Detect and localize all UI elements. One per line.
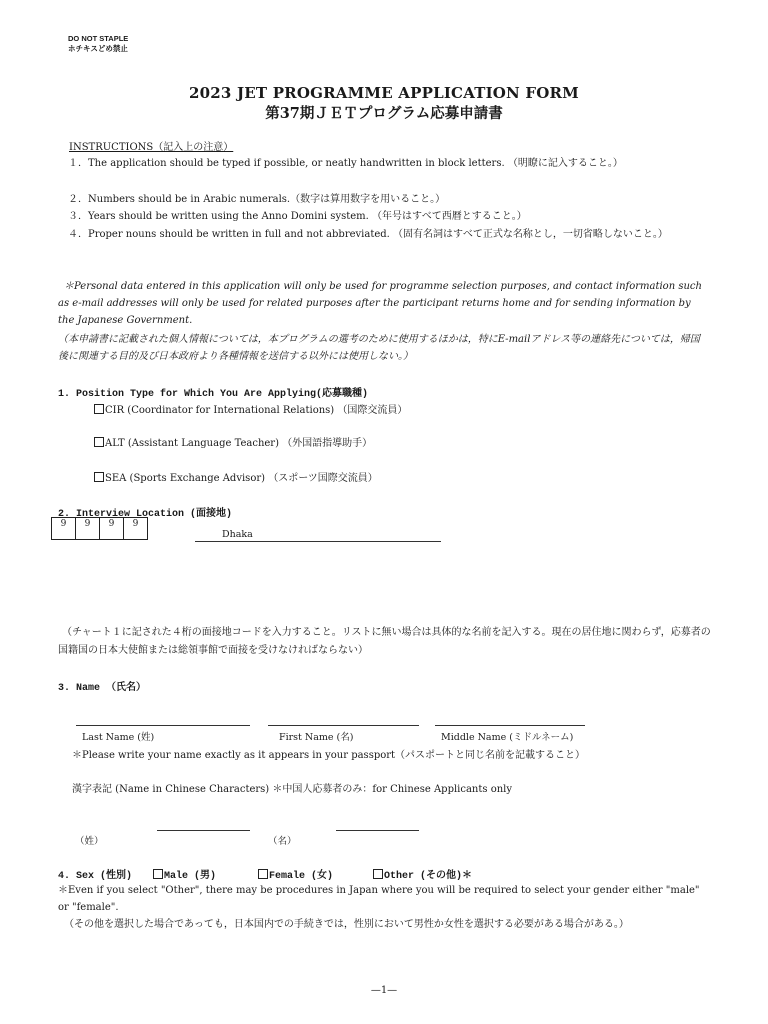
male-label: Male (男) bbox=[164, 871, 217, 882]
cir-checkbox[interactable] bbox=[94, 404, 104, 414]
form-title-jp: 第37期ＪＥＴプログラム応募申請書 bbox=[265, 105, 503, 122]
page-number: —1— bbox=[370, 985, 398, 996]
interview-location-line bbox=[195, 541, 441, 542]
alt-checkbox[interactable] bbox=[94, 437, 104, 447]
female-checkbox[interactable] bbox=[258, 869, 268, 879]
last-name-line[interactable] bbox=[76, 725, 250, 726]
position-option-cir[interactable] bbox=[94, 401, 407, 416]
instruction-3: ３．Years should be written using the Anno Domini system. （年号はすべて西暦とすること。） bbox=[68, 211, 527, 222]
stamp-line-jp: ホチキスどめ禁止 bbox=[68, 44, 128, 53]
code-digit-2[interactable]: 9 bbox=[76, 518, 100, 540]
do-not-staple-stamp bbox=[68, 34, 128, 54]
cir-label: CIR (Coordinator for International Relations) （国際交流員） bbox=[105, 405, 408, 416]
male-checkbox[interactable] bbox=[153, 869, 163, 879]
kanji-first-label: （名） bbox=[268, 836, 297, 847]
other-label: Other (その他)＊ bbox=[384, 871, 473, 882]
sex-option-female[interactable] bbox=[258, 866, 333, 882]
sea-label: SEA (Sports Exchange Advisor) （スポーツ国際交流員） bbox=[105, 473, 378, 484]
last-name-label: Last Name (姓) bbox=[82, 732, 155, 743]
interview-code-note: （チャート１に記された４桁の面接地コードを入力すること。リストに無い場合は具体的な名前を記入する。現在の居住地に関わらず，応募者の国籍国の日本大使館または総領事館で面接を受けなければならない） bbox=[58, 627, 711, 656]
interview-heading: 2. Interview Location (面接地) bbox=[58, 509, 233, 520]
stamp-line-en: DO NOT STAPLE bbox=[68, 34, 129, 43]
sea-checkbox[interactable] bbox=[94, 472, 104, 482]
code-digit-3[interactable]: 9 bbox=[100, 518, 124, 540]
other-checkbox[interactable] bbox=[373, 869, 383, 879]
passport-note: ＊Please write your name exactly as it appears in your passport（パスポートと同じ名前を記載すること） bbox=[72, 750, 586, 761]
sex-note-en: ＊Even if you select "Other", there may be procedures in Japan where you will be required to select your gender either "male" or "female". bbox=[58, 885, 700, 913]
middle-name-label: Middle Name (ミドルネーム) bbox=[441, 732, 574, 743]
interview-code-table bbox=[51, 517, 148, 540]
instruction-4: ４．Proper nouns should be written in full and not abbreviated. （固有名詞はすべて正式な名称とし，一切省略しないこと。） bbox=[68, 229, 668, 240]
privacy-note-en: ＊Personal data entered in this application will only be used for programme selection purposes, and contact information such as e-mail addresses will only be used for related purposes after the participant returns home and for sending information by the Japanese Government. bbox=[58, 281, 702, 326]
position-heading: 1. Position Type for Which You Are Applying(応募職種) bbox=[58, 389, 369, 400]
kanji-name-label: 漢字表記 (Name in Chinese Characters) ＊中国人応募者のみ：for Chinese Applicants only bbox=[72, 784, 513, 795]
first-name-line[interactable] bbox=[268, 725, 419, 726]
kanji-last-line[interactable] bbox=[157, 830, 250, 831]
interview-location-value[interactable]: Dhaka bbox=[222, 529, 253, 540]
sex-option-male[interactable] bbox=[153, 866, 216, 882]
female-label: Female (女) bbox=[269, 871, 334, 882]
alt-label: ALT (Assistant Language Teacher) （外国語指導助手） bbox=[105, 438, 373, 449]
instruction-1: １．The application should be typed if possible, or neatly handwritten in block letters. （明瞭に記入すること。） bbox=[68, 158, 623, 169]
sex-option-other[interactable] bbox=[373, 866, 472, 882]
middle-name-line[interactable] bbox=[435, 725, 585, 726]
instructions-heading: INSTRUCTIONS（記入上の注意） bbox=[69, 142, 234, 153]
code-digit-1[interactable]: 9 bbox=[52, 518, 76, 540]
position-option-sea[interactable] bbox=[94, 469, 378, 484]
privacy-note-jp: （本申請書に記載された個人情報については，本プログラムの選考のために使用するほかは，特にE-mailアドレス等の連絡先については，帰国後に関連する目的及び日本政府より各種情報を送信する以外には使用しない。） bbox=[58, 334, 700, 362]
sex-heading: 4. Sex (性別) bbox=[58, 871, 133, 882]
name-heading: 3. Name （氏名） bbox=[58, 683, 147, 694]
code-digit-4[interactable]: 9 bbox=[124, 518, 148, 540]
position-option-alt[interactable] bbox=[94, 434, 372, 449]
kanji-last-label: （姓） bbox=[75, 836, 104, 847]
sex-note-jp: （その他を選択した場合であっても，日本国内での手続きでは，性別において男性か女性を選択する必要がある場合がある。） bbox=[64, 919, 629, 930]
first-name-label: First Name (名) bbox=[279, 732, 354, 743]
instruction-2: ２．Numbers should be in Arabic numerals.（数字は算用数字を用いること。） bbox=[68, 194, 446, 205]
kanji-first-line[interactable] bbox=[336, 830, 419, 831]
form-title-en: 2023 JET PROGRAMME APPLICATION FORM bbox=[189, 84, 579, 102]
